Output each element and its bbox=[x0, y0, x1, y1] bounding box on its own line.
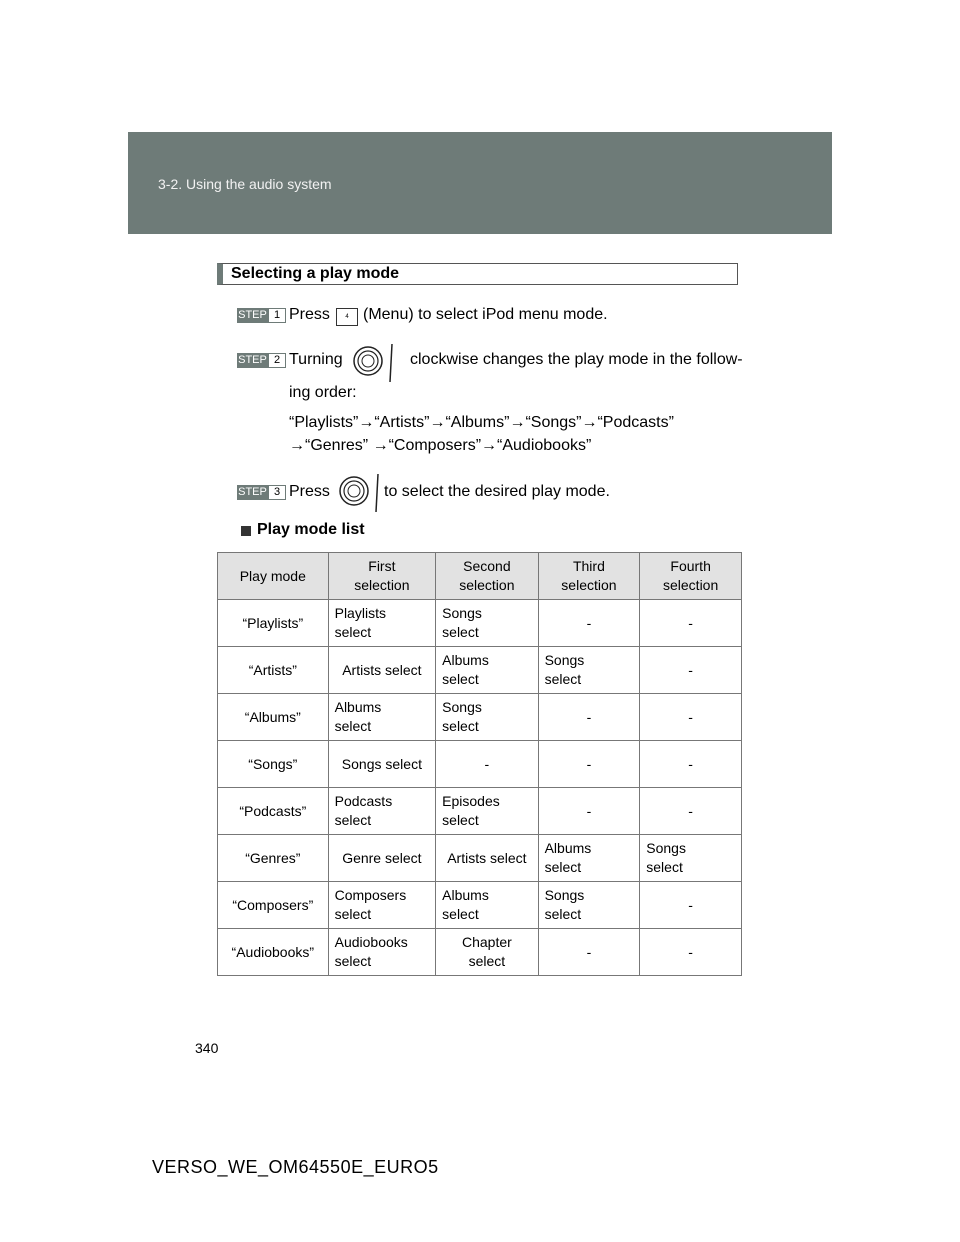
step-3-badge: STEP 3 bbox=[237, 485, 285, 500]
chapter-title: 3-2. Using the audio system bbox=[158, 176, 332, 192]
table-cell: - bbox=[538, 929, 640, 976]
table-cell: Songs select bbox=[328, 741, 436, 788]
table-cell: Episodes select bbox=[436, 788, 538, 835]
table-row bbox=[218, 882, 742, 929]
table-cell: Albums select bbox=[436, 647, 538, 694]
table-cell: Songs select bbox=[538, 882, 640, 929]
step-1-badge: STEP 1 bbox=[237, 308, 285, 323]
order-line-1: “Playlists”→“Artists”→“Albums”→“Songs”→“Podcasts” bbox=[289, 414, 674, 431]
table-header-cell: Second selection bbox=[436, 553, 538, 600]
document-code: VERSO_WE_OM64550E_EURO5 bbox=[152, 1157, 439, 1177]
table-row bbox=[218, 788, 742, 835]
table-row bbox=[218, 694, 742, 741]
table-cell: Albums select bbox=[436, 882, 538, 929]
play-mode-table bbox=[217, 552, 742, 976]
table-cell: Genre select bbox=[328, 835, 436, 882]
table-cell: - bbox=[640, 882, 742, 929]
table-cell: - bbox=[436, 741, 538, 788]
step-3-text: to select the desired play mode. bbox=[384, 483, 610, 500]
step-2-badge: STEP 2 bbox=[237, 353, 285, 368]
table-cell: “Playlists” bbox=[218, 600, 329, 647]
table-row bbox=[218, 835, 742, 882]
table-cell: Playlists select bbox=[328, 600, 436, 647]
table-cell: Podcasts select bbox=[328, 788, 436, 835]
step-1-press: Press bbox=[289, 306, 330, 323]
table-cell: - bbox=[538, 788, 640, 835]
table-cell: “Composers” bbox=[218, 882, 329, 929]
table-cell: “Genres” bbox=[218, 835, 329, 882]
table-cell: - bbox=[640, 929, 742, 976]
table-header-row bbox=[218, 553, 742, 600]
table-cell: Composers select bbox=[328, 882, 436, 929]
table-cell: Artists select bbox=[328, 647, 436, 694]
table-header-cell: First selection bbox=[328, 553, 436, 600]
section-title: Selecting a play mode bbox=[231, 265, 400, 282]
table-cell: - bbox=[640, 741, 742, 788]
table-cell: - bbox=[640, 694, 742, 741]
table-cell: Songs select bbox=[436, 694, 538, 741]
section-heading bbox=[217, 263, 738, 285]
step-3-press: Press bbox=[289, 483, 330, 500]
table-cell: Chapter select bbox=[436, 929, 538, 976]
order-line-2: →“Genres” →“Composers”→“Audiobooks” bbox=[289, 437, 592, 454]
menu-key-icon: 4 bbox=[336, 308, 358, 326]
table-cell: Songs select bbox=[436, 600, 538, 647]
table-cell: Audiobooks select bbox=[328, 929, 436, 976]
table-cell: “Artists” bbox=[218, 647, 329, 694]
step-2-continuation: ing order: bbox=[289, 384, 357, 401]
table-cell: - bbox=[538, 694, 640, 741]
table-cell: “Podcasts” bbox=[218, 788, 329, 835]
table-row bbox=[218, 647, 742, 694]
tune-knob-icon bbox=[338, 474, 382, 512]
table-cell: “Albums” bbox=[218, 694, 329, 741]
table-cell: Songs select bbox=[640, 835, 742, 882]
table-header-cell: Fourth selection bbox=[640, 553, 742, 600]
table-header-cell: Third selection bbox=[538, 553, 640, 600]
step-2-turning: Turning bbox=[289, 351, 343, 368]
table-cell: Albums select bbox=[538, 835, 640, 882]
table-cell: - bbox=[538, 600, 640, 647]
table-cell: Albums select bbox=[328, 694, 436, 741]
table-cell: - bbox=[538, 741, 640, 788]
table-cell: Artists select bbox=[436, 835, 538, 882]
subsection-title: Play mode list bbox=[257, 521, 365, 538]
table-cell: - bbox=[640, 600, 742, 647]
table-row bbox=[218, 600, 742, 647]
table-cell: - bbox=[640, 647, 742, 694]
square-bullet-icon bbox=[241, 526, 251, 536]
page-number: 340 bbox=[195, 1040, 219, 1056]
table-header-cell: Play mode bbox=[218, 553, 329, 600]
table-cell: - bbox=[640, 788, 742, 835]
table-row bbox=[218, 741, 742, 788]
chapter-header bbox=[128, 132, 832, 234]
tune-knob-icon bbox=[352, 344, 396, 382]
table-body bbox=[218, 600, 742, 976]
table-cell: “Audiobooks” bbox=[218, 929, 329, 976]
step-2-text: clockwise changes the play mode in the follow- bbox=[410, 351, 743, 368]
table-row bbox=[218, 929, 742, 976]
step-1-text: (Menu) to select iPod menu mode. bbox=[363, 306, 608, 323]
table-cell: “Songs” bbox=[218, 741, 329, 788]
table-cell: Songs select bbox=[538, 647, 640, 694]
